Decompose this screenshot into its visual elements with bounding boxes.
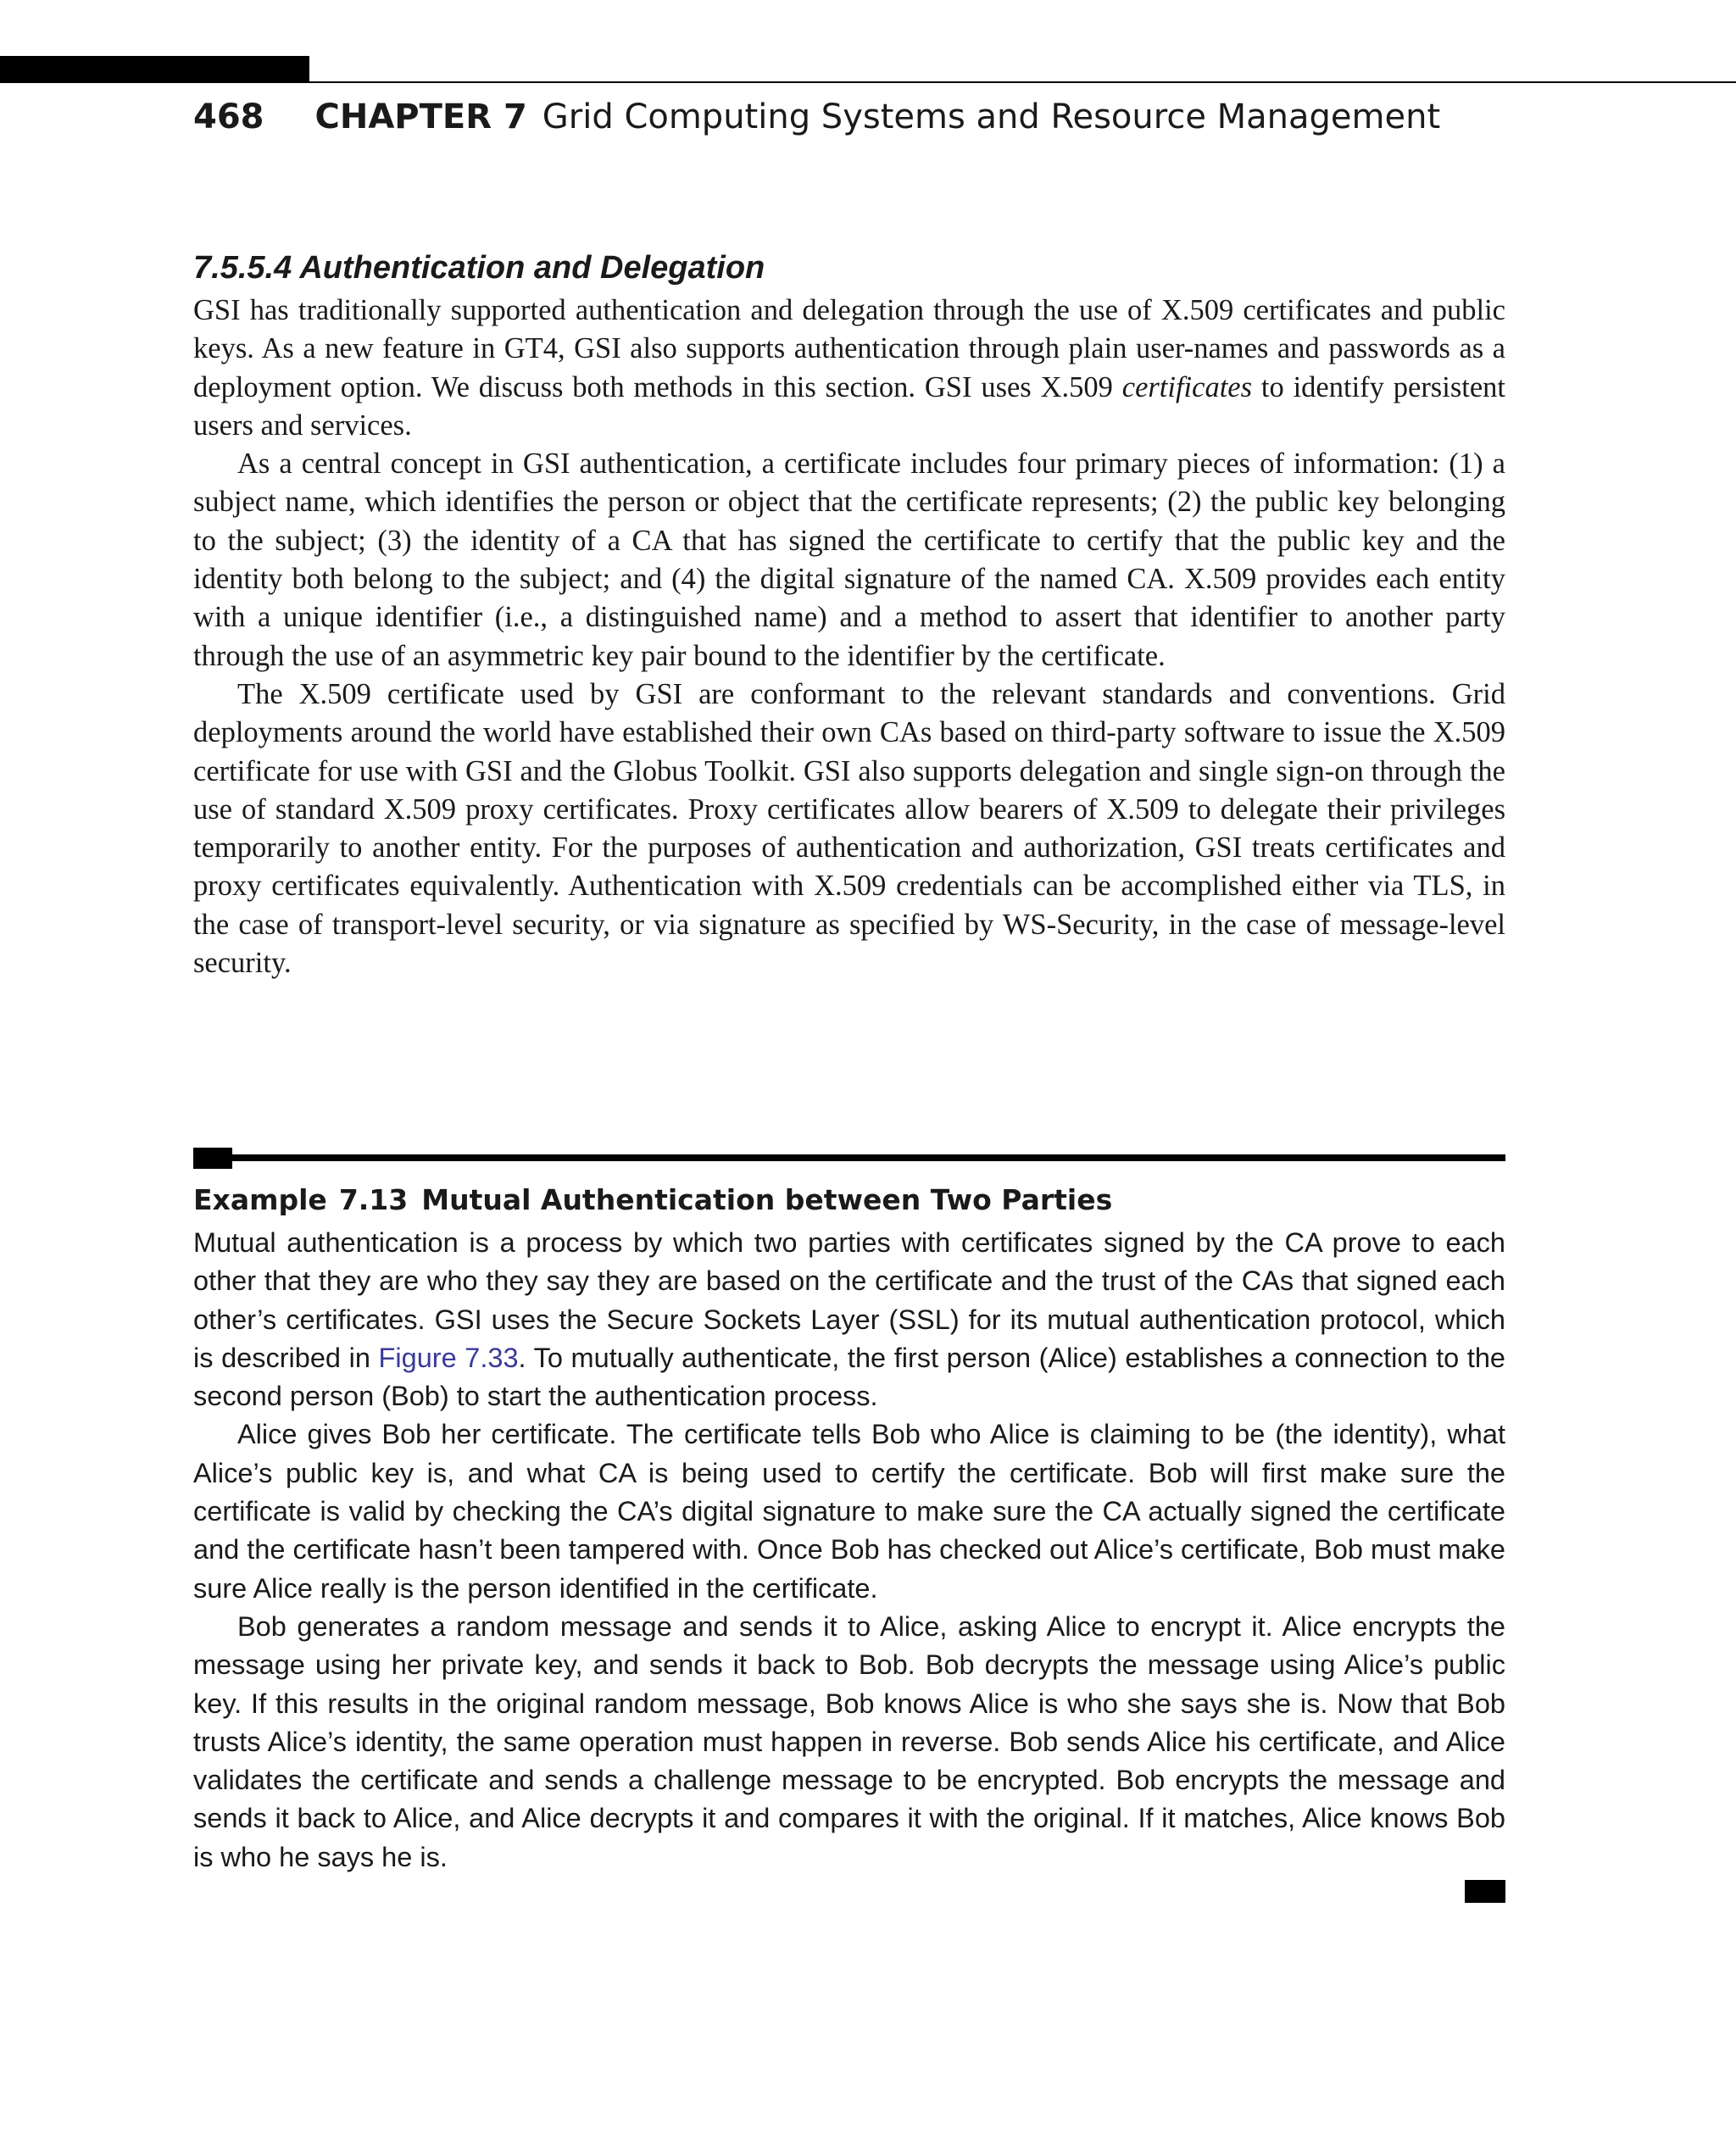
- emphasis-text: certificates: [1121, 370, 1253, 403]
- section-body: [193, 292, 1505, 982]
- example-label: Example: [193, 1183, 327, 1216]
- example-paragraph-2: Alice gives Bob her certificate. The certificate tells Bob who Alice is claiming to be (the identity), what Alice’s public key is, and what CA is being used to certify the certificate. Bob will first make sure the certificate is valid by checking the CA’s digital signature to make sure the CA actually signed the certificate and the certificate hasn’t been tampered with. Once Bob has checked out Alice’s certificate, Bob must make sure Alice really is the person identified in the certificate.: [193, 1419, 1505, 1604]
- example-box: [193, 1176, 1505, 1877]
- example-title: Mutual Authentication between Two Parties: [421, 1183, 1113, 1216]
- example-number: 7.13: [338, 1183, 409, 1216]
- example-start-marker: [193, 1148, 232, 1169]
- example-rule: [193, 1154, 1505, 1161]
- figure-link[interactable]: Figure 7.33: [378, 1342, 519, 1373]
- paragraph-text: to identify persistent users and services.: [193, 370, 1505, 442]
- example-end-marker: [1465, 1880, 1505, 1903]
- section-heading: 7.5.5.4 Authentication and Delegation: [193, 250, 765, 286]
- running-head: [193, 92, 1440, 142]
- paragraph-text: Mutual authentication is a process by which two parties with certificates signed by the CA prove to each other that they are who they say they are based on the certificate and the trust of the CAs that signed each other’s certificates. GSI uses the Secure Sockets Layer (SSL) for its mutual authentication protocol, which is described in: [193, 1227, 1505, 1373]
- section-paragraph-3: The X.509 certificate used by GSI are conformant to the relevant standards and conventions. Grid deployments around the world have established their own CAs based on third-party software to issue the X.509 certificate for use with GSI and the Globus Toolkit. GSI also supports delegation and single sign-on through the use of standard X.509 proxy certificates. Proxy certificates allow bearers of X.509 to delegate their privileges temporarily to another entity. For the purposes of authentication and authorization, GSI treats certificates and proxy certificates equivalently. Authentication with X.509 credentials can be accomplished either via TLS, in the case of transport-level security, or via signature as specified by WS-Security, in the case of message-level security.: [193, 677, 1505, 980]
- header-bar: [0, 56, 309, 83]
- example-heading: [193, 1176, 1505, 1224]
- example-paragraph-3: Bob generates a random message and sends it to Alice, asking Alice to encrypt it. Alice encrypts the message using her private key, and sends it back to Bob. Bob decrypts the message using Alice’s public key. If this results in the original random message, Bob knows Alice is who she says she is. Now that Bob trusts Alice’s identity, the same operation must happen in reverse. Bob sends Alice his certificate, and Alice validates the certificate and sends a challenge message to be encrypted. Bob encrypts the message and sends it back to Alice, and Alice decrypts it and compares it with the original. If it matches, Alice knows Bob is who he says he is.: [193, 1610, 1505, 1872]
- page-number: 468: [193, 97, 264, 136]
- paragraph-text: . To mutually authenticate, the first person (Alice) establishes a connection to the second person (Bob) to start the authentication process.: [193, 1342, 1506, 1412]
- chapter-label: CHAPTER 7: [314, 97, 527, 136]
- section-paragraph-1: [193, 292, 1505, 445]
- section-paragraph-2: As a central concept in GSI authentication, a certificate includes four primary pieces of information: (1) a subject name, which identifies the person or object that the certificate represents; (2) the public key belonging to the subject; (3) the identity of a CA that has signed the certificate to certify that the public key and the identity both belong to the subject; and (4) the digital signature of the named CA. X.509 provides each entity with a unique identifier (i.e., a distinguished name) and a method to assert that identifier to another party through the use of an asymmetric key pair bound to the identifier by the certificate.: [193, 448, 1505, 672]
- header-rule: [309, 81, 1736, 83]
- example-body: [193, 1224, 1505, 1877]
- example-paragraph-1: [193, 1224, 1505, 1415]
- chapter-title: Grid Computing Systems and Resource Management: [542, 97, 1441, 136]
- section-authentication-delegation: [193, 244, 1505, 982]
- paragraph-text: GSI has traditionally supported authentication and delegation through the use of X.509 certificates and public keys. As a new feature in GT4, GSI also supports authentication through plain user-names and passwords as a deployment option. We discuss both methods in this section. GSI uses X.509: [193, 294, 1505, 403]
